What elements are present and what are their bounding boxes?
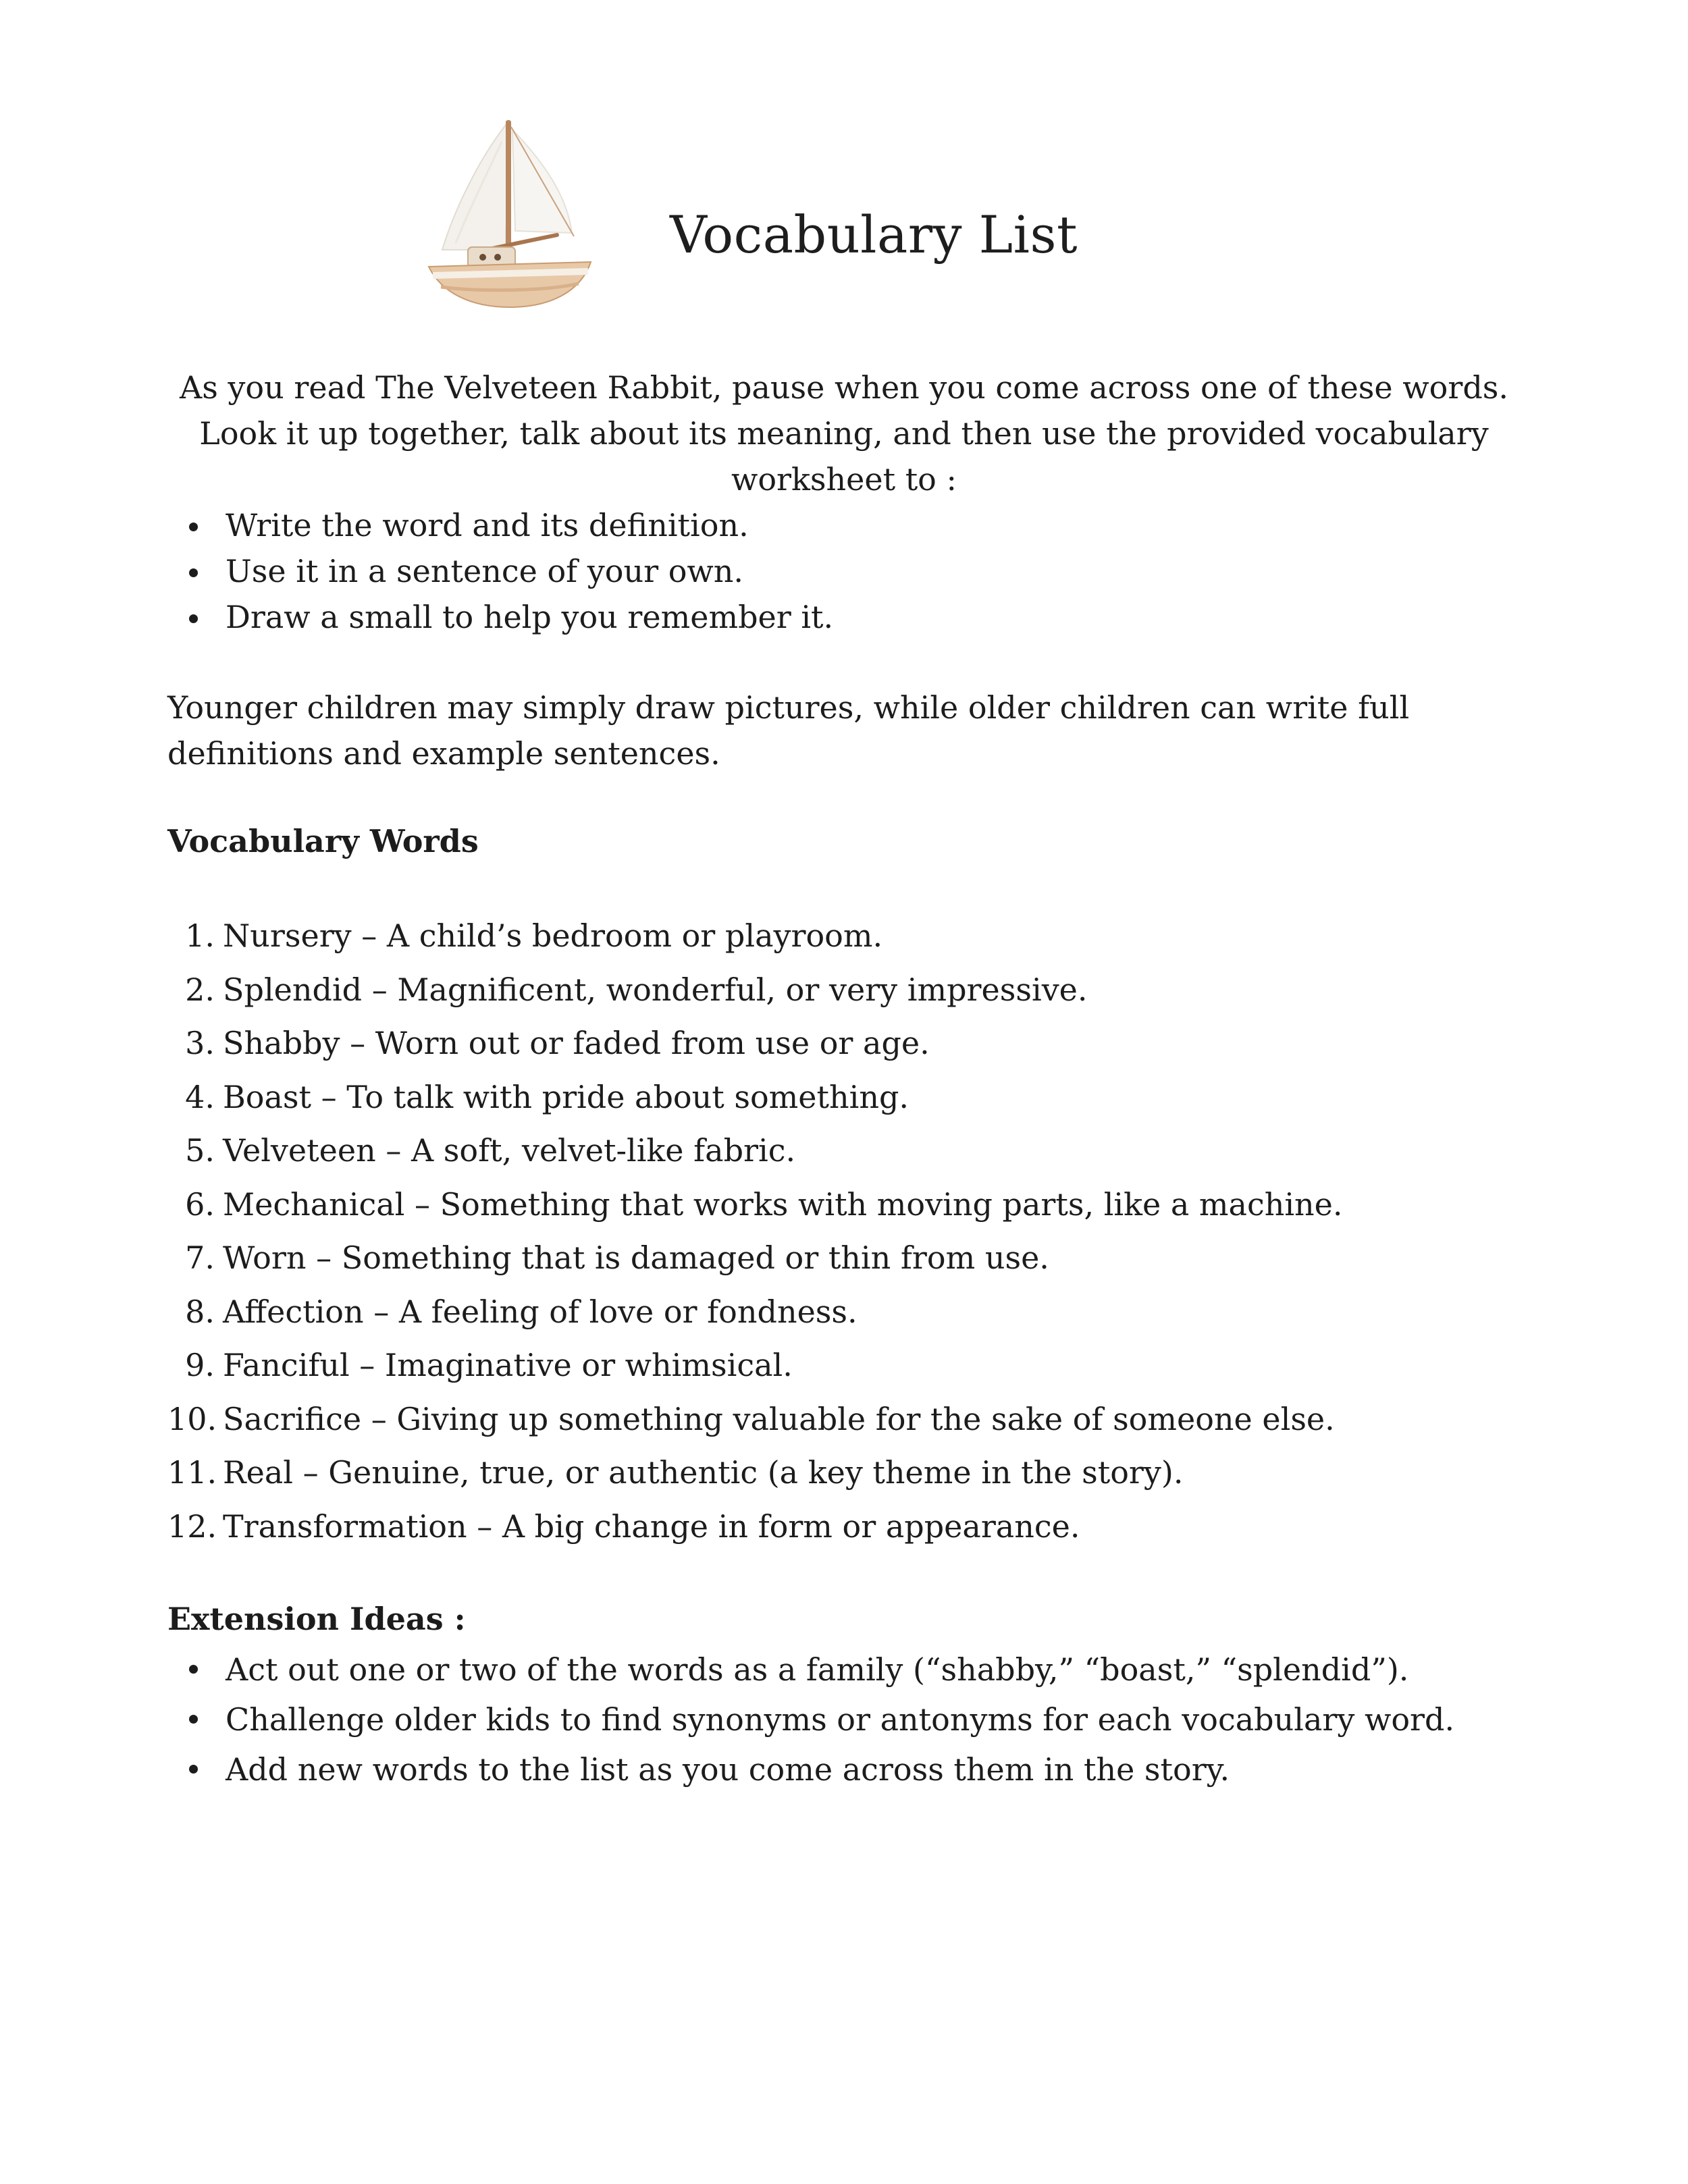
item-text: Worn – Something that is damaged or thin from use. — [223, 1240, 1049, 1276]
list-item — [167, 1020, 1343, 1074]
vocabulary-heading: Vocabulary Words — [167, 823, 479, 859]
extension-list — [167, 1645, 1454, 1794]
list-item — [167, 913, 1343, 967]
item-text: Boast – To talk with pride about something. — [223, 1078, 909, 1115]
list-item — [167, 1181, 1343, 1235]
item-text: Real – Genuine, true, or authentic (a key theme in the story). — [223, 1454, 1184, 1491]
item-text: Sacrifice – Giving up something valuable for the sake of someone else. — [223, 1400, 1335, 1437]
list-item: Use it in a sentence of your own. — [167, 548, 833, 594]
item-number: 4. — [185, 1078, 215, 1115]
item-text: Splendid – Magnificent, wonderful, or very impressive. — [223, 971, 1088, 1008]
note-paragraph: Younger children may simply draw pictures, while older children can write full definitions and example sentences. — [167, 689, 1410, 772]
item-number: 3. — [185, 1025, 215, 1061]
list-item — [167, 1342, 1343, 1396]
list-item: Draw a small to help you remember it. — [167, 594, 833, 640]
item-text: Mechanical – Something that works with moving parts, like a machine. — [223, 1186, 1343, 1223]
list-item: Write the word and its definition. — [167, 502, 833, 548]
intro-paragraph: As you read The Velveteen Rabbit, pause when you come across one of these words. Look it up together, talk about its meaning, and then use the provided vocabulary worksheet to : — [179, 369, 1508, 498]
item-text: Fanciful – Imaginative or whimsical. — [223, 1347, 793, 1383]
item-number: 8. — [185, 1293, 215, 1330]
item-number: 12. — [167, 1508, 217, 1545]
sailboat-icon — [422, 115, 598, 314]
list-item — [167, 1235, 1343, 1289]
extension-heading: Extension Ideas : — [167, 1601, 466, 1637]
item-number: 11. — [167, 1454, 217, 1491]
list-item — [167, 1449, 1343, 1503]
list-item: Act out one or two of the words as a family (“shabby,” “boast,” “splendid”). — [167, 1645, 1454, 1695]
list-item: Add new words to the list as you come across them in the story. — [167, 1744, 1454, 1794]
instruction-list — [167, 502, 833, 640]
list-item — [167, 1396, 1343, 1450]
item-text: Affection – A feeling of love or fondness. — [223, 1293, 858, 1330]
item-text: Nursery – A child’s bedroom or playroom. — [223, 917, 883, 954]
item-text: Velveteen – A soft, velvet-like fabric. — [223, 1132, 796, 1169]
item-number: 7. — [185, 1240, 215, 1276]
list-item — [167, 1289, 1343, 1343]
item-number: 9. — [185, 1347, 215, 1383]
list-item — [167, 1127, 1343, 1181]
item-number: 6. — [185, 1186, 215, 1223]
list-item — [167, 1503, 1343, 1557]
item-text: Shabby – Worn out or faded from use or age. — [223, 1025, 930, 1061]
list-item: Challenge older kids to find synonyms or antonyms for each vocabulary word. — [167, 1695, 1454, 1744]
item-number: 10. — [167, 1400, 217, 1437]
item-number: 2. — [185, 971, 215, 1008]
item-number: 1. — [185, 917, 215, 954]
vocabulary-list — [167, 913, 1343, 1557]
list-item — [167, 1074, 1343, 1128]
item-text: Transformation – A big change in form or appearance. — [223, 1508, 1080, 1545]
list-item — [167, 967, 1343, 1021]
item-number: 5. — [185, 1132, 215, 1169]
page-title: Vocabulary List — [670, 205, 1078, 265]
